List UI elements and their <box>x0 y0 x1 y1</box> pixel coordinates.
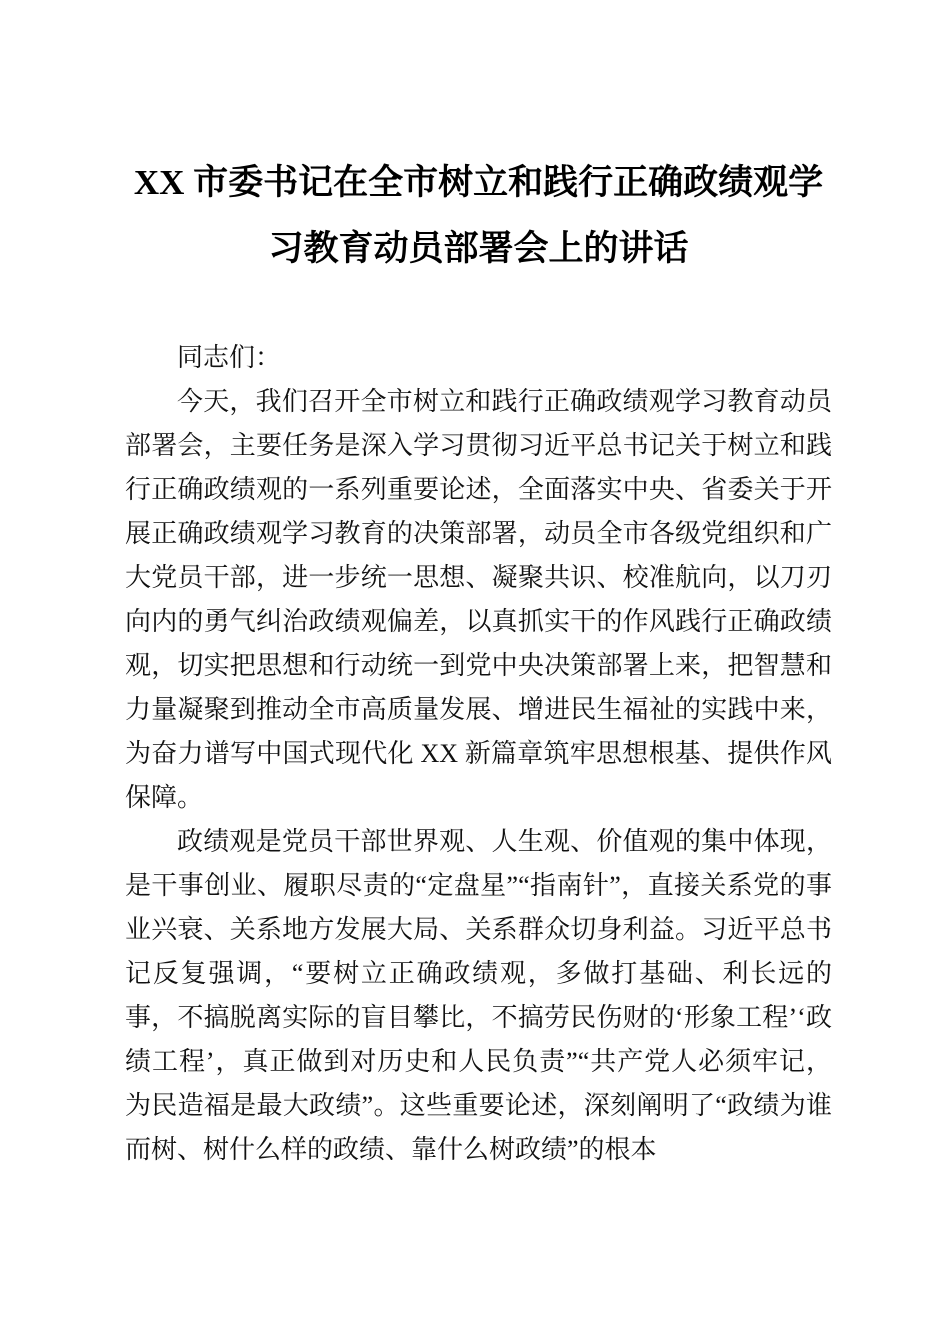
document-title: XX 市委书记在全市树立和践行正确政绩观学习教育动员部署会上的讲话 <box>133 163 824 268</box>
body-paragraph-2: 政绩观是党员干部世界观、人生观、价值观的集中体现，是干事创业、履职尽责的“定盘星”“指南针”，直接关系党的事业兴衰、关系地方发展大局、关系群众切身利益。习近平总书记反复强调，“要树立正确政绩观，多做打基础、利长远的事，不搞脱离实际的盲目攀比，不搞劳民伤财的‘形象工程’‘政绩工程’，真正做到对历史和人民负责”“共产党人必须牢记，为民造福是最大政绩”。这些重要论述，深刻阐明了“政绩为谁而树、树什么样的政绩、靠什么树政绩”的根本 <box>125 827 832 1164</box>
salutation: 同志们： <box>177 343 282 372</box>
document-body <box>125 336 832 1172</box>
body-paragraph-1: 今天，我们召开全市树立和践行正确政绩观学习教育动员部署会，主要任务是深入学习贯彻习近平总书记关于树立和践行正确政绩观的一系列重要论述，全面落实中央、省委关于开展正确政绩观学习教育的决策部署，动员全市各级党组织和广大党员干部，进一步统一思想、凝聚共识、校准航向，以刀刃向内的勇气纠治政绩观偏差，以真抓实干的作风践行正确政绩观，切实把思想和行动统一到党中央决策部署上来，把智慧和力量凝聚到推动全市高质量发展、增进民生福祉的实践中来，为奋力谱写中国式现代化 XX 新篇章筑牢思想根基、提供作风保障。 <box>125 387 832 812</box>
